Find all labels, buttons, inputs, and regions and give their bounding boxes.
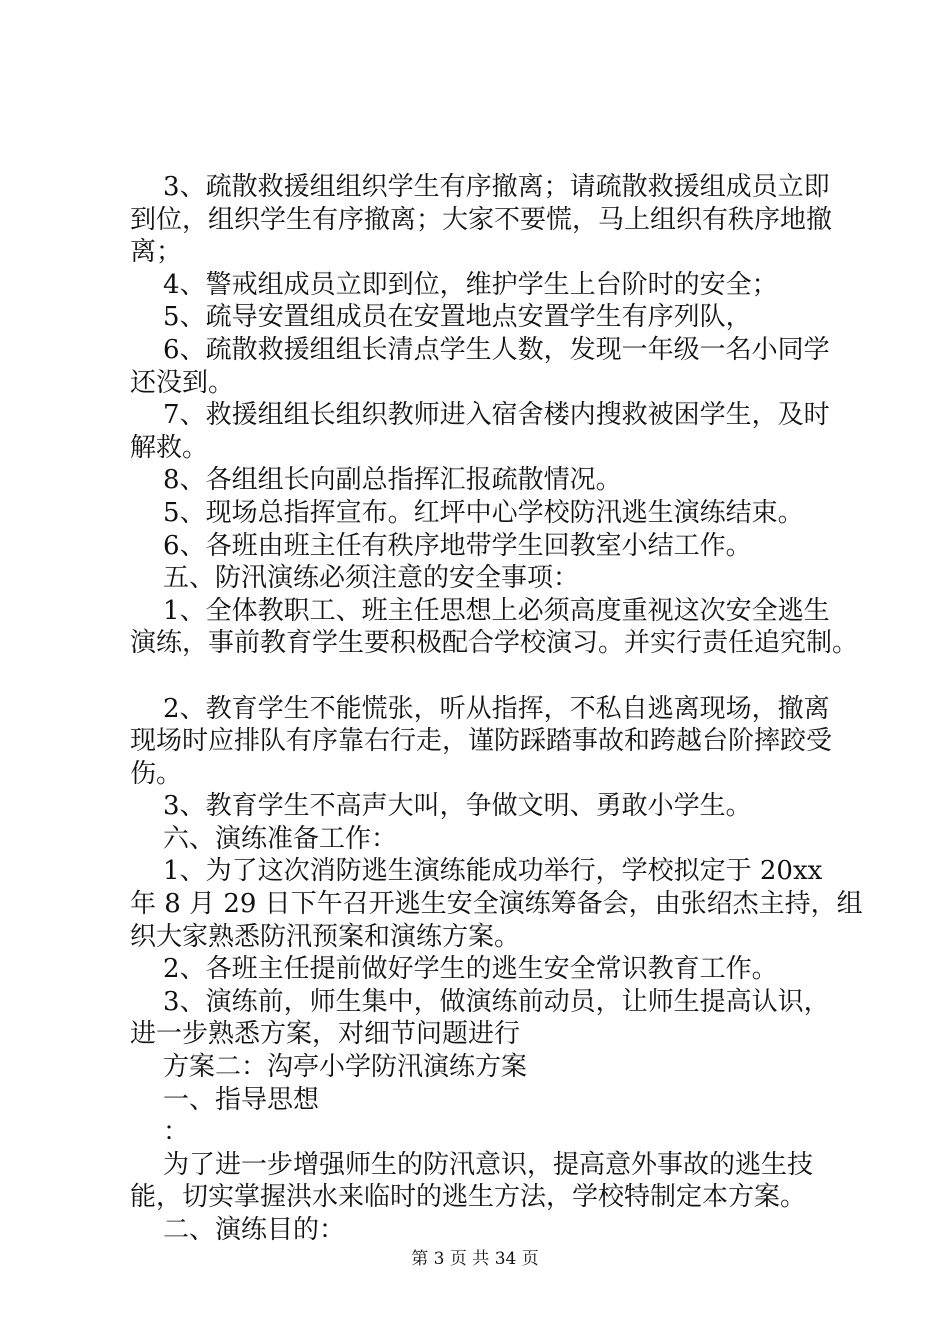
text-line: 六、演练准备工作： xyxy=(130,823,398,854)
text-line: 还没到。 xyxy=(130,367,235,398)
page-footer: 第 3 页 共 34 页 xyxy=(411,1249,539,1269)
text-line: 能，切实掌握洪水来临时的逃生方法，学校特制定本方案。 xyxy=(130,1182,807,1213)
text-line: 方案二：沟亭小学防汛演练方案 xyxy=(130,1052,528,1083)
text-line: 5、现场总指挥宣布。红坪中心学校防汛逃生演练结束。 xyxy=(130,497,804,528)
text-line: 3、演练前，师生集中，做演练前动员，让师生提高认识， xyxy=(130,986,830,1017)
text-line: 为了进一步增强师生的防汛意识，提高意外事故的逃生技 xyxy=(130,1149,814,1180)
text-line: 4、警戒组成员立即到位，维护学生上台阶时的安全； xyxy=(130,269,778,300)
text-line: 1、为了这次消防逃生演练能成功举行，学校拟定于 20xx xyxy=(130,856,823,887)
text-line: 织大家熟悉防汛预案和演练方案。 xyxy=(130,921,521,952)
document-body xyxy=(130,171,863,1247)
text-line: 到位，组织学生有序撤离；大家不要慌，马上组织有秩序地撤 xyxy=(130,204,833,235)
text-line: 6、各班由班主任有秩序地带学生回教室小结工作。 xyxy=(130,530,752,561)
text-line: 8、各组组长向副总指挥汇报疏散情况。 xyxy=(130,465,622,496)
text-line: 进一步熟悉方案，对细节问题进行 xyxy=(130,1019,521,1050)
text-line: 6、疏散救援组组长清点学生人数，发现一年级一名小同学 xyxy=(130,334,830,365)
text-line: ： xyxy=(130,1117,190,1148)
text-line: 2、各班主任提前做好学生的逃生安全常识教育工作。 xyxy=(130,954,778,985)
text-line: 解救。 xyxy=(130,432,209,463)
blank-line xyxy=(130,660,850,693)
text-line: 7、救援组组长组织教师进入宿舍楼内搜救被困学生，及时 xyxy=(130,400,830,431)
text-line: 3、疏散救援组组织学生有序撤离；请疏散救援组成员立即 xyxy=(130,172,830,202)
text-line: 伤。 xyxy=(130,758,183,789)
text-line: 年 8 月 29 日下午召开逃生安全演练筹备会，由张绍杰主持，组 xyxy=(130,889,863,920)
text-line: 2、教育学生不能慌张，听从指挥，不私自逃离现场，撤离 xyxy=(130,693,830,724)
text-line: 演练，事前教育学生要积极配合学校演习。并实行责任追究制。 xyxy=(130,628,859,659)
text-line: 现场时应排队有序靠右行走，谨防踩踏事故和跨越台阶摔跤受 xyxy=(130,726,833,757)
text-line: 二、演练目的： xyxy=(130,1215,346,1245)
text-line: 5、疏导安置组成员在安置地点安置学生有序列队， xyxy=(130,302,752,333)
text-line: 3、教育学生不高声大叫，争做文明、勇敢小学生。 xyxy=(130,791,752,822)
text-line: 离； xyxy=(130,237,183,268)
text-line: 1、全体教职工、班主任思想上必须高度重视这次安全逃生 xyxy=(130,595,830,626)
text-line: 五、防汛演练必须注意的安全事项： xyxy=(130,563,580,594)
text-line: 一、指导思想 xyxy=(130,1084,320,1115)
